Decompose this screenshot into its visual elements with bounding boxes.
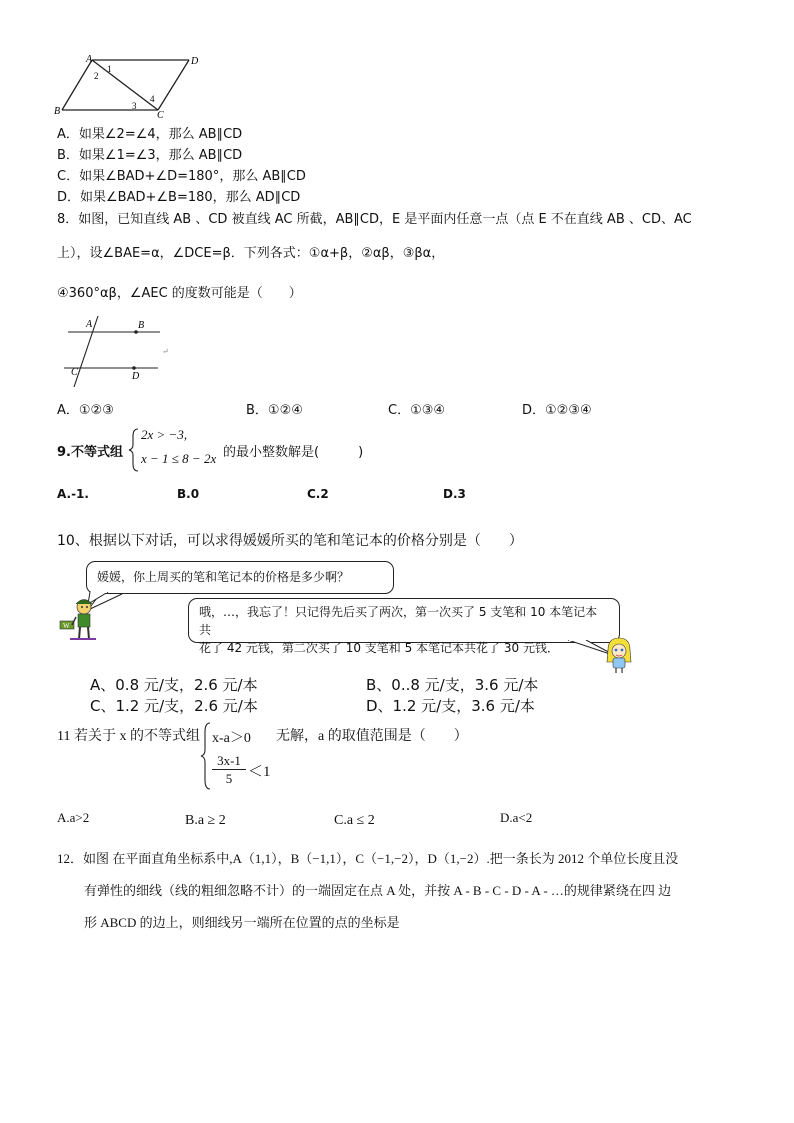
q10-option-b: B、0..8 元/支，3.6 元/本 bbox=[366, 676, 539, 694]
q8-figure bbox=[62, 312, 177, 392]
q11-fraction-numerator: 3x-1 bbox=[217, 753, 241, 768]
q8-label-b: B bbox=[138, 320, 145, 331]
q11-suffix: 无解，a 的取值范围是（ ） bbox=[276, 729, 468, 744]
q10-option-d: D、1.2 元/支，3.6 元/本 bbox=[366, 697, 535, 715]
q8-option-d: D．①②③④ bbox=[522, 403, 592, 418]
q11-fraction-denominator: 5 bbox=[225, 771, 233, 786]
q8-stem-line2: 上），设∠BAE=α，∠DCE=β．下列各式：①α+β，②αβ，③βα， bbox=[57, 246, 445, 261]
q8-label-a: A bbox=[86, 319, 93, 330]
boy-cartoon-icon bbox=[58, 595, 98, 645]
q10-option-c: C、1.2 元/支，2.6 元/本 bbox=[90, 697, 258, 715]
q9-brace bbox=[128, 428, 140, 472]
q8-stem-line1: 8．如图，已知直线 AB 、CD 被直线 AC 所截，AB∥CD，E 是平面内任意一点（点 E 不在直线 AB 、CD、AC bbox=[57, 212, 692, 227]
q10-bubble-1 bbox=[86, 561, 394, 594]
q11-option-b: B.a ≥ 2 bbox=[185, 813, 226, 828]
q12-stem-line3: 形 ABCD 的边上，则细线另一端所在位置的点的坐标是 bbox=[84, 915, 400, 930]
q8-stem-line3: ④360°αβ，∠AEC 的度数可能是（ ） bbox=[57, 286, 302, 301]
q7-option-c: C．如果∠BAD+∠D=180°，那么 AB∥CD bbox=[57, 169, 306, 184]
q7-label-a: A bbox=[86, 54, 93, 65]
girl-cartoon-icon bbox=[604, 636, 634, 674]
q9-suffix: 的最小整数解是( ) bbox=[223, 445, 364, 460]
q10-bubble-2-line2: 花了 42 元钱，第二次买了 10 支笔和 5 本笔记本共花了 30 元钱． bbox=[199, 641, 559, 655]
q7-label-d: D bbox=[191, 56, 199, 67]
q11-option-c: C.a ≤ 2 bbox=[334, 813, 375, 828]
q9-option-a: A.-1. bbox=[57, 487, 89, 501]
q7-angle-3: 3 bbox=[132, 101, 137, 111]
q10-bubble-2 bbox=[188, 598, 620, 655]
q7-angle-1: 1 bbox=[107, 64, 112, 74]
q7-figure bbox=[52, 52, 200, 118]
q9-option-d: D.3 bbox=[443, 487, 466, 501]
q8-label-c: C bbox=[71, 367, 78, 378]
q11-brace bbox=[200, 722, 212, 790]
q9-prefix: 9.不等式组 bbox=[57, 445, 123, 460]
q7-label-b: B bbox=[54, 106, 61, 117]
svg-text:W: W bbox=[63, 622, 70, 630]
q7-option-b: B．如果∠1=∠3，那么 AB∥CD bbox=[57, 148, 243, 163]
q8-option-c: C．①③④ bbox=[388, 403, 446, 418]
q7-label-c: C bbox=[157, 110, 164, 118]
q7-option-d: D．如果∠BAD+∠B=180，那么 AD∥CD bbox=[57, 190, 301, 205]
q11-inequality-1: x-a＞0 bbox=[212, 731, 251, 746]
q8-option-a: A．①②③ bbox=[57, 403, 114, 418]
q7-option-a: A．如果∠2=∠4，那么 AB∥CD bbox=[57, 127, 243, 142]
q10-bubble-1-text: 媛媛，你上周买的笔和笔记本的价格是多少啊？ bbox=[97, 570, 350, 584]
q7-angle-4: 4 bbox=[150, 94, 155, 104]
q11-option-d: D.a<2 bbox=[500, 810, 533, 825]
q8-label-d: D bbox=[132, 371, 140, 382]
q12-stem-line2: 有弹性的细线（线的粗细忽略不计）的一端固定在点 A 处，并按 A - B - C - D - A - …的规律紧绕在四 边 bbox=[84, 883, 672, 898]
q9-option-c: C.2 bbox=[307, 487, 329, 501]
q10-stem: 10、根据以下对话，可以求得媛媛所买的笔和笔记本的价格分别是（ ） bbox=[57, 533, 523, 549]
svg-text:↵: ↵ bbox=[162, 347, 169, 356]
q9-inequality-2: x − 1 ≤ 8 − 2x bbox=[141, 451, 217, 466]
q11-prefix: 11 若关于 x 的不等式组 bbox=[57, 729, 200, 744]
q9-option-b: B.0 bbox=[177, 487, 200, 501]
q11-inequality-2-rest: ＜1 bbox=[248, 764, 271, 780]
q7-angle-2: 2 bbox=[94, 71, 99, 81]
q9-inequality-1: 2x > −3, bbox=[141, 427, 188, 442]
q10-bubble-2-line1: 哦，…，我忘了！只记得先后买了两次，第一次买了 5 支笔和 10 本笔记本共 bbox=[199, 605, 598, 637]
q11-fraction-bar bbox=[212, 769, 246, 770]
q8-option-b: B．①②④ bbox=[246, 403, 303, 418]
q10-option-a: A、0.8 元/支，2.6 元/本 bbox=[90, 676, 258, 694]
q11-option-a: A.a>2 bbox=[57, 810, 90, 825]
q12-stem-line1: 12．如图 在平面直角坐标系中,A（1,1），B（−1,1），C（−1,−2），D（1,−2）.把一条长为 2012 个单位长度且没 bbox=[57, 851, 679, 866]
